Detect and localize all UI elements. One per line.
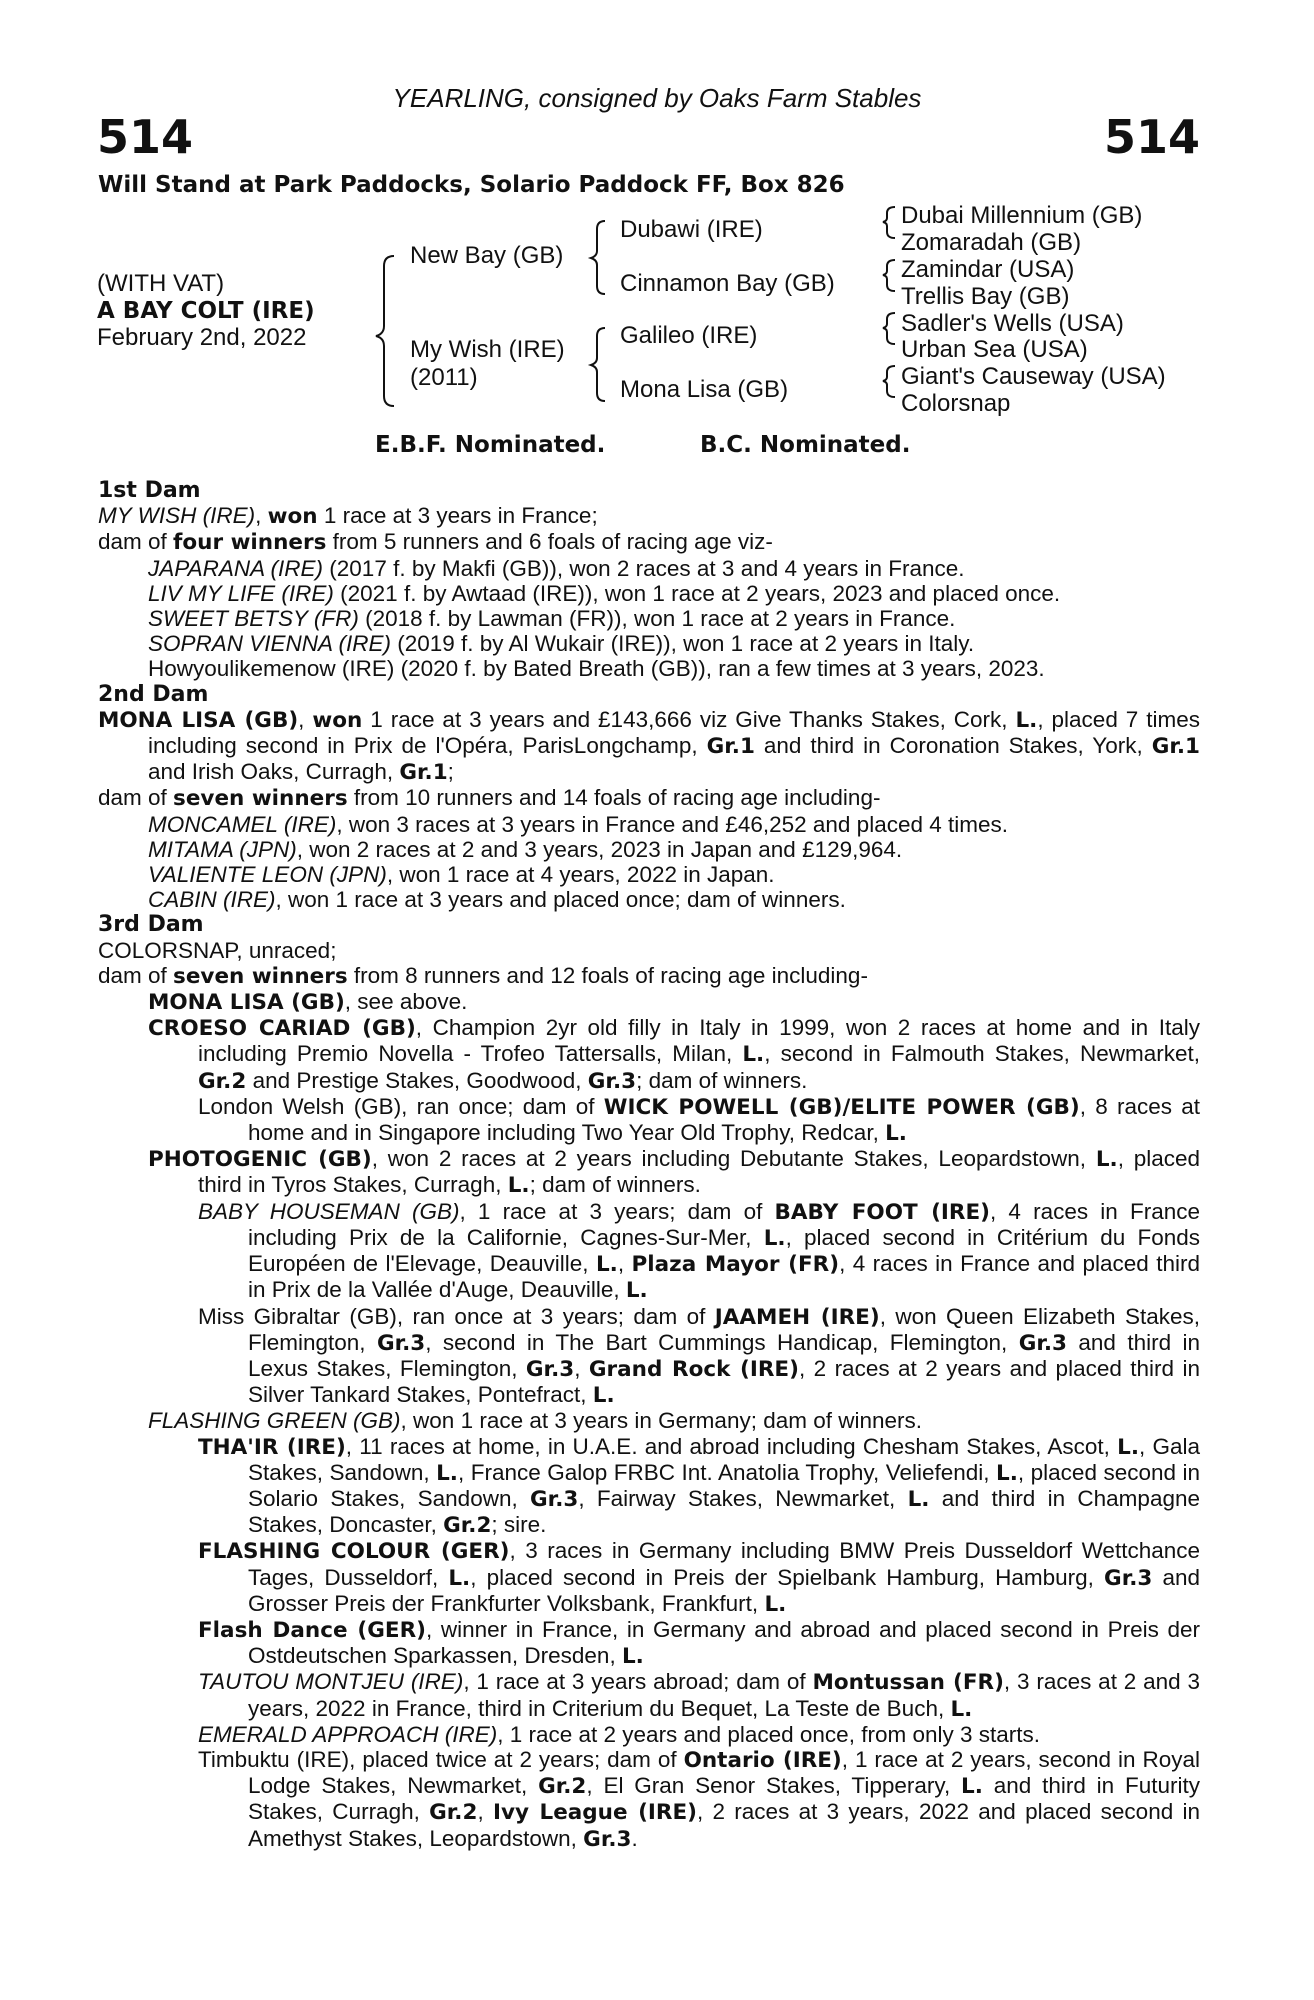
text: , 8 races at home and in Singapore including Two Year Old Trophy, Redcar, [248,1093,1207,1146]
section-heading: 3rd Dam [98,912,204,938]
dam-year: (2011) [410,364,478,391]
text: from 10 runners and 14 foals of racing age including- [347,785,881,811]
bold-text: Gr.3 [525,1356,575,1382]
record-paragraph [98,989,1200,1015]
text: , 4 races in France including Prix de la Californie, Cagnes-Sur-Mer, [248,1198,1207,1250]
bold-text: L. [436,1460,458,1486]
text: Timbuktu (IRE), placed twice at 2 years; dam of [198,1746,684,1772]
section-heading: 2nd Dam [98,681,209,707]
text: from 8 runners and 12 foals of racing age including- [347,962,868,988]
text: COLORSNAP, unraced; [98,937,337,963]
dam-dam-sire: Giant's Causeway (USA) [901,363,1166,390]
italic-text: MY WISH (IRE) [98,503,256,529]
text: , won 2 races at 2 and 3 years, 2023 in Japan and £129,964. [296,836,903,862]
vat-note: (WITH VAT) [97,270,225,297]
dam-sire: Galileo (IRE) [620,322,758,349]
bold-text: Gr.1 [399,760,448,786]
text: , Champion 2yr old filly in Italy in 1999, won 2 races at home and in Italy including Premio Novella - Trofeo Tattersalls, Milan, [198,1015,1207,1067]
bold-text: L. [448,1565,471,1591]
text: , 2 races at 3 years, 2022 and placed second in Amethyst Stakes, Leopardstown, [248,1799,1206,1851]
bold-text: won [312,707,363,733]
italic-text: VALIENTE LEON (JPN) [148,862,387,888]
text: , [574,1355,589,1381]
bold-text: Gr.3 [530,1486,579,1512]
record-paragraph [98,862,1200,887]
bold-text: BABY FOOT (IRE) [774,1199,990,1225]
record-paragraph [98,812,1200,837]
record-paragraph [98,1303,1207,1409]
stand-location: Will Stand at Park Paddocks, Solario Paddock FF, Box 826 [98,172,845,198]
bold-text: Grand Rock (IRE) [588,1356,799,1382]
lot-number-left: 514 [97,110,194,164]
text: , France Galop FRBC Int. Anatolia Trophy, Veliefendi, [457,1459,997,1485]
sire-sire-sire: Dubai Millennium (GB) [901,202,1143,229]
text: dam of [98,785,174,811]
bold-text: Gr.3 [583,1826,632,1852]
text: (2021 f. by Awtaad (IRE)), won 1 race at 2 years, 2023 and placed once. [333,580,1061,606]
record-paragraph [98,606,1200,631]
record-paragraph [98,1722,1200,1747]
text: dam of [98,529,174,555]
italic-text: EMERALD APPROACH (IRE) [198,1721,498,1747]
bold-text: L. [1015,707,1038,733]
text: , Fairway Stakes, Newmarket, [578,1485,908,1511]
italic-text: SOPRAN VIENNA (IRE) [148,631,391,657]
bold-text: Ontario (IRE) [683,1747,842,1773]
italic-text: TAUTOU MONTJEU (IRE) [198,1669,464,1695]
dam-section [98,912,1207,1852]
bold-text: Gr.3 [376,1330,426,1356]
ebf-nomination: E.B.F. Nominated. [375,432,606,458]
text: and Grosser Preis der Frankfurter Volksbank, Frankfurt, [248,1564,1207,1616]
bold-text: L. [507,1173,530,1199]
text: , 1 race at 3 years; dam of [459,1198,775,1224]
bold-text: WICK POWELL (GB)/ELITE POWER (GB) [603,1094,1080,1120]
bold-text: Gr.2 [443,1513,492,1539]
bold-text: L. [625,1278,648,1304]
bold-text: Gr.2 [198,1068,247,1094]
text: and third in Futurity Stakes, Curragh, [248,1773,1207,1825]
text: , won 2 races at 2 years including Debutante Stakes, Leopardstown, [371,1146,1096,1172]
lot-number-right: 514 [1103,110,1200,164]
record-paragraph [98,1746,1207,1852]
text: and third in Champagne Stakes, Doncaster, [248,1485,1207,1538]
record-paragraph [98,529,1200,555]
italic-text: SWEET BETSY (FR) [148,606,359,632]
text: , won 1 race at 4 years, 2022 in Japan. [386,862,775,888]
text: (2017 f. by Makfi (GB)), won 2 races at 3 and 4 years in France. [323,555,965,581]
record-paragraph [98,1538,1207,1617]
text: , second in The Bart Cummings Handicap, Flemington, [425,1329,1019,1355]
text: , [477,1799,493,1825]
record-paragraph [98,1616,1207,1670]
bold-text: Gr.2 [538,1774,587,1800]
bold-text: Gr.3 [587,1068,637,1094]
text: , 1 race at 3 years abroad; dam of [463,1669,813,1695]
text: , [255,503,268,529]
text: , see above. [344,989,468,1015]
text: ; dam of winners. [636,1067,808,1093]
bold-text: L. [764,1591,787,1617]
italic-text: BABY HOUSEMAN (GB) [198,1198,460,1224]
sire: New Bay (GB) [410,242,564,269]
record-paragraph [98,1433,1207,1539]
dam-sire-dam: Urban Sea (USA) [901,336,1088,363]
text: , 3 races at 2 and 3 years, 2022 in France, third in Criterium du Bequet, La Teste de Buch, [248,1669,1207,1721]
text: , 11 races at home, in U.A.E. and abroad including Chesham Stakes, Ascot, [345,1433,1118,1459]
text: , placed second in Preis der Spielbank Hamburg, Hamburg, [470,1564,1105,1590]
text: , won Queen Elizabeth Stakes, Flemington, [248,1303,1207,1355]
text: London Welsh (GB), ran once; dam of [198,1093,604,1119]
record-paragraph [98,1015,1207,1094]
text: (2018 f. by Lawman (FR)), won 1 race at 2 years in France. [358,606,956,632]
bold-text: L. [763,1225,786,1251]
text: ; dam of winners. [529,1172,701,1198]
bold-text: L. [621,1644,644,1670]
record-paragraph [98,785,1200,811]
bold-text: L. [1095,1147,1118,1173]
dam-section [98,478,1200,682]
bold-text: MONA LISA (GB) [148,990,345,1016]
bold-text: L. [907,1486,930,1512]
bold-text: Gr.2 [429,1800,478,1826]
text: , [298,706,313,732]
text: and third in Coronation Stakes, York, [754,733,1152,759]
foaling-date: February 2nd, 2022 [97,324,307,351]
italic-text: CABIN (IRE) [148,887,276,913]
dam-sire-sire: Sadler's Wells (USA) [901,310,1124,337]
bold-text: MONA LISA (GB) [98,707,299,733]
text: , [617,1251,632,1277]
text: , Gala Stakes, Sandown, [248,1433,1207,1485]
text: , 1 race at 2 years and placed once, from only 3 starts. [497,1721,1040,1747]
record-paragraph [98,1408,1200,1433]
bold-text: L. [950,1696,973,1722]
sire-dam-sire: Zamindar (USA) [901,256,1075,283]
dam-dam-dam: Colorsnap [901,390,1011,417]
dam: My Wish (IRE) [410,336,565,363]
bold-text: CROESO CARIAD (GB) [148,1016,416,1042]
record-paragraph [98,1146,1207,1199]
bold-text: Gr.3 [1018,1330,1068,1356]
bold-text: JAAMEH (IRE) [714,1304,880,1330]
italic-text: MITAMA (JPN) [148,836,297,862]
sire-sire-dam: Zomaradah (GB) [901,229,1082,256]
italic-text: MONCAMEL (IRE) [148,811,337,837]
text: from 5 runners and 6 foals of racing age viz- [326,529,773,555]
sire-dam: Cinnamon Bay (GB) [620,270,835,297]
record-paragraph [98,656,1200,681]
text: ; [447,759,454,785]
bold-text: FLASHING COLOUR (GER) [198,1539,510,1565]
bold-text: L. [961,1774,983,1800]
italic-text: FLASHING GREEN (GB) [148,1408,401,1434]
text: , second in Falmouth Stakes, Newmarket, [764,1041,1207,1067]
text: and third in Lexus Stakes, Flemington, [248,1329,1207,1381]
bold-text: four winners [173,530,327,556]
bold-text: seven winners [173,786,348,812]
bold-text: L. [595,1252,618,1278]
bold-text: seven winners [173,963,348,989]
record-paragraph [98,1669,1207,1722]
bold-text: PHOTOGENIC (GB) [148,1147,372,1173]
text: , 3 races in Germany including BMW Preis Dusseldorf Wettchance Tages, Dusseldorf, [248,1538,1206,1590]
bold-text: Plaza Mayor (FR) [631,1252,840,1278]
bold-text: L. [996,1460,1018,1486]
bold-text: L. [592,1383,615,1409]
italic-text: JAPARANA (IRE) [148,555,324,581]
text: , placed second in Solario Stakes, Sandown, [248,1459,1207,1511]
bold-text: Ivy League (IRE) [492,1800,697,1826]
text: , won 3 races at 3 years in France and £46,252 and placed 4 times. [336,811,1009,837]
record-paragraph [98,938,1200,963]
bold-text: Montussan (FR) [812,1670,1004,1696]
text: , 1 race at 2 years, second in Royal Lodge Stakes, Newmarket, [248,1746,1207,1799]
text: 1 race at 3 years and £143,666 viz Give Thanks Stakes, Cork, [362,706,1016,732]
text: . [631,1825,638,1851]
bold-text: L. [885,1121,907,1147]
dam-dam: Mona Lisa (GB) [620,376,789,403]
bold-text: Gr.3 [1104,1565,1153,1591]
text: Miss Gibraltar (GB), ran once at 3 years; dam of [198,1303,715,1329]
bold-text: THA'IR (IRE) [198,1434,346,1460]
text: , won 1 race at 3 years in Germany; dam of winners. [400,1408,923,1434]
record-paragraph [98,556,1200,581]
produce-records [98,478,1207,1852]
text: and Irish Oaks, Curragh, [148,733,1207,785]
record-paragraph [98,706,1207,786]
record-paragraph [98,837,1200,862]
bold-text: Flash Dance (GER) [198,1617,426,1643]
text: dam of [98,962,174,988]
bc-nomination: B.C. Nominated. [700,432,911,458]
horse-name: A BAY COLT (IRE) [97,298,315,324]
text: (2019 f. by Al Wukair (IRE)), won 1 race at 2 years in Italy. [390,631,975,657]
text: , 4 races in France and placed third in Prix de la Vallée d'Auge, Deauville, [248,1251,1207,1303]
text: , placed 7 times including second in Prix de l'Opéra, ParisLongchamp, [148,706,1207,759]
dam-section [98,681,1207,913]
text: , winner in France, in Germany and abroad and placed second in Preis der Ostdeutschen Sparkassen, Dresden, [248,1616,1207,1669]
bold-text: L. [742,1042,765,1068]
text: , placed second in Critérium du Fonds Européen de l'Elevage, Deauville, [248,1224,1207,1277]
text: , won 1 race at 3 years and placed once; dam of winners. [275,887,846,913]
record-paragraph [98,887,1200,912]
record-paragraph [98,631,1200,656]
record-paragraph [98,503,1200,529]
bold-text: won [267,504,318,530]
record-paragraph [98,1093,1207,1147]
bold-text: L. [1117,1434,1140,1460]
text: Howyoulikemenow (IRE) (2020 f. by Bated Breath (GB)), ran a few times at 3 years, 2023. [148,656,1045,682]
record-paragraph [98,963,1200,989]
record-paragraph [98,581,1200,606]
italic-text: LIV MY LIFE (IRE) [148,580,334,606]
bold-text: Gr.1 [706,734,755,760]
text: and Prestige Stakes, Goodwood, [246,1067,588,1093]
text: 1 race at 3 years in France; [317,503,598,529]
sire-sire: Dubawi (IRE) [620,216,763,243]
section-heading: 1st Dam [98,478,201,503]
sire-dam-dam: Trellis Bay (GB) [901,283,1070,310]
subtitle: YEARLING, consigned by Oaks Farm Stables [392,83,922,113]
record-paragraph [98,1198,1207,1304]
text: , placed third in Tyros Stakes, Curragh, [198,1146,1207,1198]
text: , El Gran Senor Stakes, Tipperary, [586,1773,962,1799]
text: ; sire. [491,1512,547,1538]
bold-text: Gr.1 [1151,734,1201,760]
text: , 2 races at 2 years and placed third in Silver Tankard Stakes, Pontefract, [248,1355,1207,1408]
